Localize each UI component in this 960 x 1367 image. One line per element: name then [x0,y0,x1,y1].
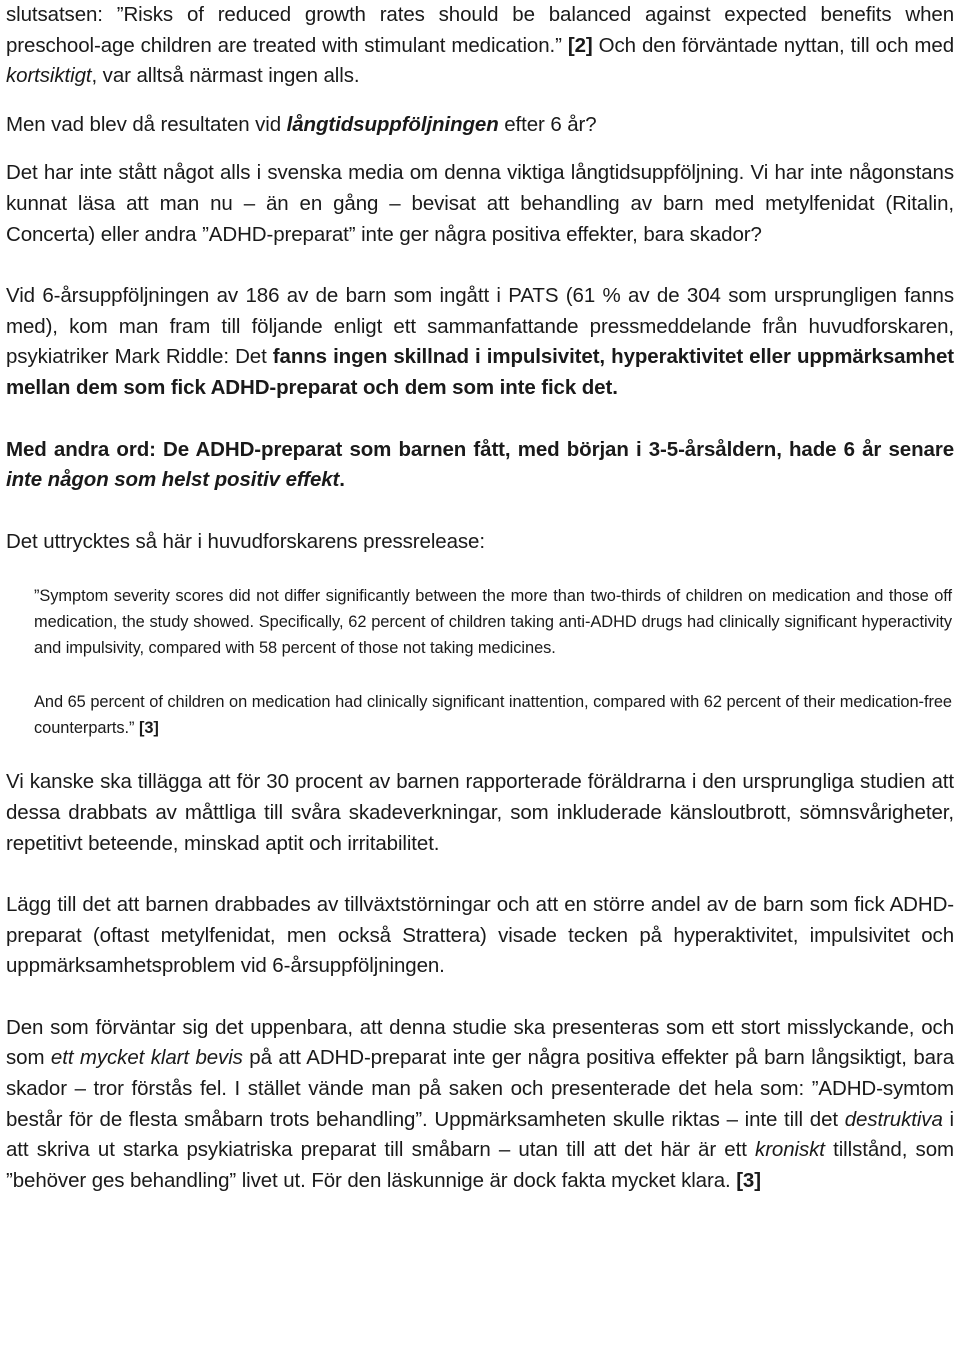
quote-paragraph-2 [34,689,952,741]
block-quote [6,583,954,741]
text-run: Vid 6-årsuppföljningen av 186 av de barn som ingått i PATS (61 % av de 304 som ursprungligen fanns med), kom man fram till följande enligt ett sammanfattande pressmeddelande från huvudforskaren, psykiatriker Mark Riddle: Det [6,284,954,369]
text-run: kortsiktigt [6,64,92,88]
text-run: Men vad blev då resultaten vid [6,112,287,136]
press-release-intro-paragraph [6,527,954,558]
followup-results-paragraph [6,281,954,403]
text-run: Det har inte stått något alls i svenska media om denna viktiga långtidsuppföljning. Vi har inte någonstans kunnat läsa att man nu – än en gång – bevisat att behandling av barn med metylfenidat (Ritalin, Concerta) eller andra ”ADHD-preparat” inte ger några positiva effekter, bara skador? [6,161,954,246]
text-run: fanns ingen skillnad i impulsivitet, hyperaktivitet eller uppmärksamhet mellan dem som fick ADHD-preparat och dem som inte fick det. [6,345,954,399]
text-run: [2] [567,33,593,57]
text-run: kroniskt [755,1138,825,1162]
question-paragraph [6,110,954,141]
summary-paragraph [6,435,954,496]
text-run: på att ADHD-preparat inte ger några positiva effekter på barn långsiktigt, bara skador – tror förstås fel. I stället vände man på saken och presenterade det hela som: ”ADHD-symtom består för de flesta småbarn trots behandling”. Uppmärksamheten skulle riktas – inte till det [6,1046,954,1131]
text-run: tillstånd, som ”behöver ges behandling” livet ut. För den läskunnige är dock fakta mycket klara. [6,1138,954,1192]
quote-paragraph-1 [34,583,952,661]
text-run: Vi kanske ska tillägga att för 30 procent av barnen rapporterade föräldrarna i den ursprungliga studien att dessa drabbats av måttliga till svåra skadeverkningar, som inkluderade känsloutbrott, sömnsvårigheter, repetitivt beteende, minskad aptit och irritabilitet. [6,770,954,855]
text-run: Och den förväntade nyttan, till och med [592,33,955,57]
text-run: [3] [138,719,159,738]
text-run: , var alltså närmast ingen alls. [91,64,360,88]
intro-continuation-paragraph [6,0,954,92]
closing-section [6,767,954,1196]
media-silence-paragraph [6,158,954,250]
text-run: . [339,468,345,492]
text-run: Den som förväntar sig det uppenbara, att denna studie ska presenteras som ett stort misslyckande, och som [6,1015,954,1070]
text-run: efter 6 år? [498,112,597,136]
side-effects-paragraph [6,767,954,859]
text-run: [3] [736,1168,761,1192]
text-run: i att skriva ut starka psykiatriska preparat till småbarn – utan till att det här är ett [6,1107,954,1162]
text-run: ”Symptom severity scores did not differ significantly between the more than two-thirds of children on medication and those off medication, the study showed. Specifically, 62 percent of children taking anti-ADHD drugs had clinically significant hyperactivity and impulsivity, compared with 58 percent of those not taking medicines. [34,587,952,658]
text-run: Med andra ord: De ADHD-preparat som barnen fått, med början i 3-5-årsåldern, hade 6 år senare [6,437,954,461]
growth-disorders-paragraph [6,890,954,982]
conclusion-paragraph [6,1013,954,1197]
document-body [6,0,954,557]
text-run: långtidsuppföljningen [286,112,499,136]
text-run: And 65 percent of children on medication had clinically significant inattention, compared with 62 percent of their medication-free counterparts.” [34,693,952,738]
text-run: ett mycket klart bevis [50,1046,243,1070]
text-run: destruktiva [844,1107,943,1131]
text-run: inte någon som helst positiv effekt [6,468,340,492]
text-run: Det uttrycktes så här i huvudforskarens pressrelease: [6,529,485,553]
text-run: Lägg till det att barnen drabbades av tillväxtstörningar och att en större andel av de barn som fick ADHD-preparat (oftast metylfenidat, men också Strattera) visade tecken på hyperaktivitet, impulsivitet och uppmärksamhetsproblem vid 6-årsuppföljningen. [6,893,954,978]
text-run: slutsatsen: ”Risks of reduced growth rates should be balanced against expected benefits when preschool-age children are treated with stimulant medication.” [6,3,954,57]
